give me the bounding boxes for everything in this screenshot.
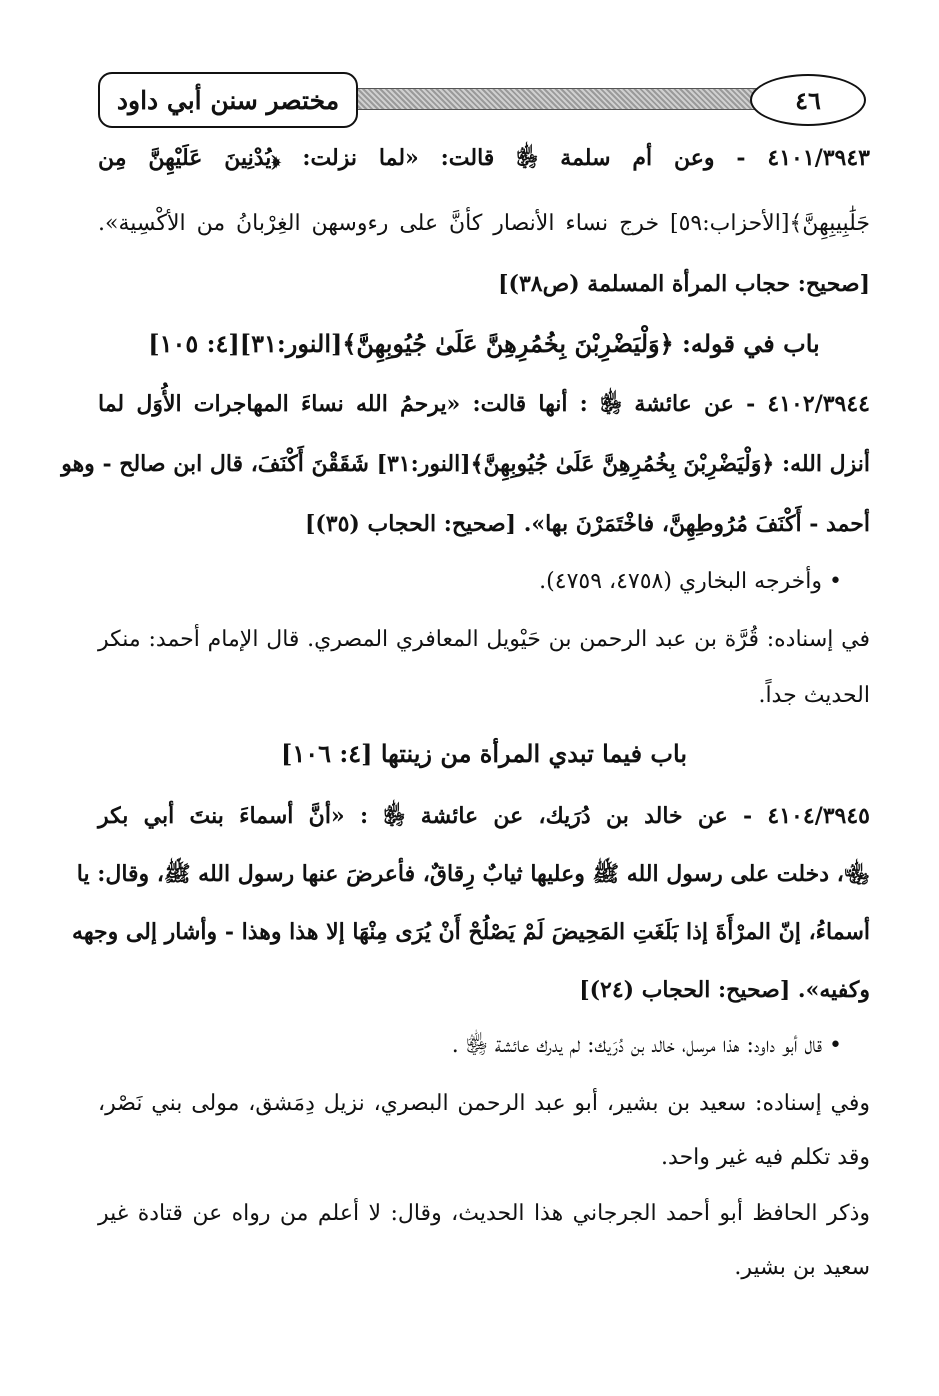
hadith-4104-line-3: أسماءُ، إنّ المرْأَةَ إذا بَلَغَتِ المَحِيضَ لَمْ يَصْلُحْ أَنْ يُرَى مِنْهَا إلا هذا وهذا - وأشار إلى وجهه bbox=[72, 919, 870, 945]
isnad-note-2: وقد تكلم فيه غير واحد. bbox=[661, 1145, 870, 1170]
hadith-4102-takhrij: • وأخرجه البخاري (٤٧٥٨، ٤٧٥٩). bbox=[539, 569, 842, 594]
book-title-frame bbox=[98, 72, 358, 128]
header-decorative-band bbox=[348, 88, 780, 110]
hadith-4101-line-1: ٤١٠١/٣٩٤٣ - وعن أم سلمة ﵂ قالت: «لما نزلت: ﴿يُدْنِينَ عَلَيْهِنَّ مِن bbox=[98, 145, 870, 171]
hadith-4104-line-1: ٤١٠٤/٣٩٤٥ - عن خالد بن دُرَيك، عن عائشة ﵂ : «أنَّ أسماءَ بنتَ أبي بكر bbox=[98, 803, 870, 829]
chapter-heading-2: باب فيما تبدي المرأة من زينتها [٤: ١٠٦] bbox=[280, 739, 687, 768]
hadith-4102-isnad-note-1: في إسناده: قُرَّة بن عبد الرحمن بن حَيْويل المعافري المصري. قال الإمام أحمد: منكر bbox=[98, 627, 870, 652]
hadith-4104-line-2: ﵄، دخلت على رسول الله ﷺ وعليها ثيابٌ رِقاقٌ، فأعرضَ عنها رسول الله ﷺ، وقال: يا bbox=[76, 861, 870, 887]
hadith-4104-line-4: وكفيه». [صحيح: الحجاب (٢٤)] bbox=[579, 977, 870, 1003]
hadith-4102-line-2: أنزل الله: ﴿وَلْيَضْرِبْنَ بِخُمُرِهِنَّ عَلَىٰ جُيُوبِهِنَّ﴾[النور:٣١] شَقَقْنَ أَكْنَفَ، قال ابن صالح - وهو bbox=[61, 451, 870, 477]
hadith-4102-isnad-note-2: الحديث جداً. bbox=[758, 683, 870, 708]
jurjani-note-1: وذكر الحافظ أبو أحمد الجرجاني هذا الحديث، وقال: لا أعلم من رواه عن قتادة غير bbox=[98, 1201, 870, 1226]
hadith-4101-grading: [صحيح: حجاب المرأة المسلمة (ص٣٨)] bbox=[498, 271, 870, 297]
chapter-heading-1: باب في قوله: ﴿وَلْيَضْرِبْنَ بِخُمُرِهِنَّ عَلَىٰ جُيُوبِهِنَّ﴾[النور:٣١][٤: ١٠٥] bbox=[148, 329, 820, 358]
hadith-4104-abu-dawud-note: • قال أبو داود: هذا مرسل، خالد بن دُرَيك: لم يدرك عائشة ﵂ . bbox=[451, 1033, 842, 1058]
page-number: ٤٦ bbox=[795, 85, 821, 115]
hadith-4101-line-2: جَلَٰبِيبِهِنَّ﴾[الأحزاب:٥٩] خرج نساء الأنصار كأنَّ على رءوسهن الغِرْبانُ من الأكْسِية». bbox=[98, 211, 870, 236]
hadith-4102-line-3: أحمد - أَكْنَفَ مُرُوطِهِنَّ، فاخْتَمَرْنَ بها». [صحيح: الحجاب (٣٥)] bbox=[304, 511, 870, 537]
isnad-note-1: وفي إسناده: سعيد بن بشير، أبو عبد الرحمن البصري، نزيل دِمَشق، مولى بني نَصْر، bbox=[98, 1091, 870, 1116]
jurjani-note-2: سعيد بن بشير. bbox=[734, 1255, 870, 1280]
book-title: مختصر سنن أبي داود bbox=[116, 85, 340, 115]
page-number-frame bbox=[750, 74, 866, 126]
hadith-4102-line-1: ٤١٠٢/٣٩٤٤ - عن عائشة ﵂ : أنها قالت: «يرحمُ الله نساءَ المهاجرات الأُوَل لما bbox=[98, 391, 870, 417]
page-header bbox=[98, 70, 870, 128]
